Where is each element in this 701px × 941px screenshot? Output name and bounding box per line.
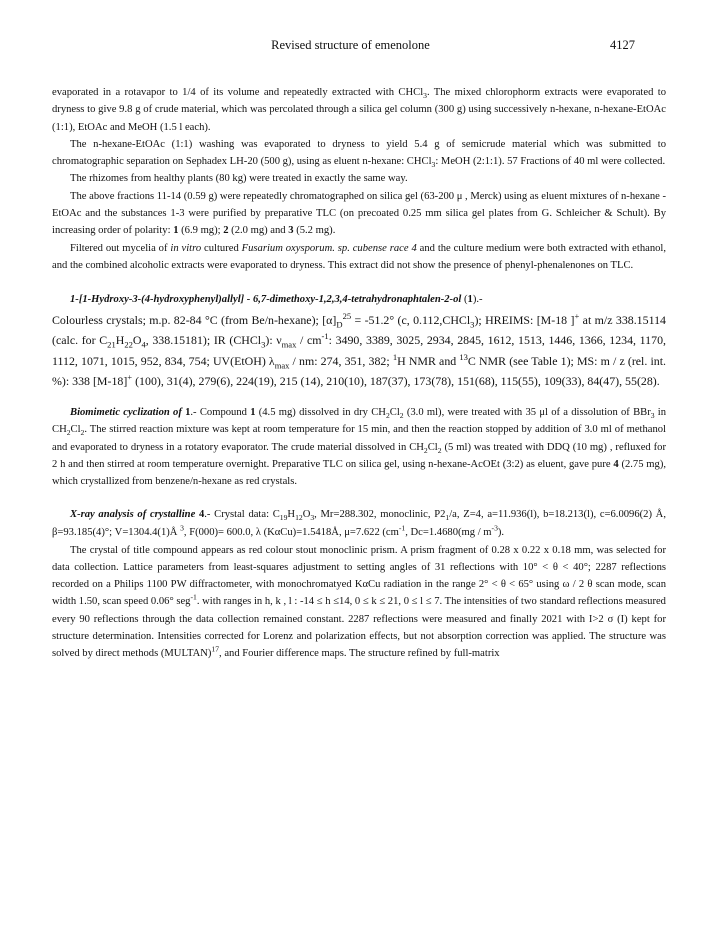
- paragraph-xray-data: X-ray analysis of crystalline 4.- Crystal data: $C_{19}H_{12}O_3$, Mr=288.302, monoclinic, $P2_1/a$, Z=4, a=11.936(l), b=18.213(l), c=6.0096(2) Å, β=93.185(4)°; V=1304.4(1)Å $^3$, F(000)= 600.0, λ (KαCu)=1.5418Å, μ=7.622 ($cm^{-1}$, $Dc=1.4680(mg / m^{-3})$.: [52, 508, 666, 538]
- compound-characterization: Colourless crystals; m.p. 82-84 °C (from Be/n-hexane); $[\alpha]_D^{25} = -51.2^\circ$ (c, 0.112,CHCl$_3$); HREIMS: [M-18 ]+ at m/z 338.15114 (calc. for $C_{21}H_{22}O_4$, 338.15181); IR (CHCl$_3$): $\nu_{max} / cm^{-1}$: 3490, 3389, 3025, 2934, 2845, 1612, 1513, 1446, 1366, 1234, 1170, 1112, 1071, 1015, 952, 834, 754; UV(EtOH) $\lambda_{max}$ / nm: 274, 351, 382; $^1$H NMR and $^{13}$C NMR (see Table 1); MS: m / z (rel. int. %): 338 [M-18]+ (100), 31(4), 279(6), 224(19), 215 (14), 210(10), 187(37), 173(78), 151(68), 115(55), 109(33), 84(47), 55(28).: [52, 311, 666, 388]
- paragraph-extraction: evaporated in a rotavapor to 1/4 of its volume and repeatedly extracted with CHCl$_3$. The mixed chlorophorm extracts were evaporated to dryness to give 9.8 g of crude material, which was percolated through a silica gel column (300 g) using successively n-hexane, n-hexane-EtOAc (1:1), EtOAc and MeOH (1.5 l each).: [52, 87, 666, 133]
- compound-heading: 1-[1-Hydroxy-3-(4-hydroxyphenyl)allyl] - 6,7-dimethoxy-1,2,3,4-tetrahydronaphtalen-2-ol (1).-: [70, 294, 483, 306]
- running-title: Revised structure of emenolone: [271, 38, 430, 52]
- page-header: [0, 38, 701, 58]
- paragraph-sephadex: The n-hexane-EtOAc (1:1) washing was evaporated to dryness to yield 5.4 g of semicrude material which was submitted to chromatographic separation on Sephadex LH-20 (500 g), using as eluent n-hexane: CHCl$_3$: MeOH (2:1:1). 57 Fractions of 40 ml were collected.: [52, 138, 666, 170]
- body-text: [52, 84, 666, 663]
- compound-name: 1-[1-Hydroxy-3-(4-hydroxyphenyl)allyl] - 6,7-dimethoxy-1,2,3,4-tetrahydronaphtalen-2-ol: [70, 294, 462, 306]
- xray-heading: X-ray analysis of crystalline: [70, 508, 196, 520]
- paragraph-mycelia: Filtered out mycelia of in vitro cultured Fusarium oxysporum. sp. cubense race 4 and the culture medium were both extracted with ethanol, and the combined alcoholic extracts were evaporated to dryness. This extract did not show the presence of phenyl-phenalenones on TLC.: [52, 242, 667, 271]
- paragraph-fractions: The above fractions 11-14 (0.59 g) were repeatedly chromatographed on silica gel (63-200 μ , Merck) using as eluent mixtures of n-hexane - EtOAc and the substances 1-3 were purified by preparative TLC (on precoated 0.25 mm silica gel plates from G. Schleicher & Schult). By increasing order of polarity: 1 (6.9 mg); 2 (2.0 mg) and 3 (5.2 mg).: [52, 190, 666, 237]
- cyclization-heading: Biomimetic cyclization: [70, 407, 170, 419]
- paragraph-rhizomes: The rhizomes from healthy plants (80 kg) were treated in exactly the same way.: [70, 173, 408, 185]
- paragraph-cyclization: Biomimetic cyclization of 1.- Compound 1 (4.5 mg) dissolved in dry $CH_2Cl_2$ (3.0 ml), were treated with 35 μl of a dissolution of BBr$_3$ in $CH_2Cl_2$. The stirred reaction mixture was kept at room temperature for 15 min, and then the reaction stopped by addition of 3.0 ml of methanol and evaporated to dryness in a rotatory evaporator. The crude material dissolved in $CH_2Cl_2$ (5 ml) was treated with DDQ (10 mg) , refluxed for 2 h and then stirred at room temperature overnight. Preparative TLC on silica gel, using n-hexane-AcOEt (3:2) as eluent, gave pure 4 (2.75 mg), which crystallized from benzene/n-hexane as red crystals.: [52, 407, 667, 488]
- paragraph-crystal-description: The crystal of title compound appears as red colour stout monoclinic prism. A prism fragment of 0.28 x 0.22 x 0.18 mm, was selected for data collection. Lattice parameters from least-squares adjustment to setting angles of 31 reflections with 10° < θ < 40°; 2287 reflections recorded on a Philips 1100 PW diffractometer, with monochromatyed KαCu radiation in the range 2° < θ < 65° using ω / 2 θ scan mode, scan width 1.50, scan speed 0.06° seg$^{-1}$. with ranges in h, k , l : -14 ≤ h ≤14, 0 ≤ k ≤ 21, 0 ≤ l ≤ 7. The intensities of two standard reflections measured every 90 reflections through the data collection remained constant. 2287 reflections were measured and finally 2021 with I>2 σ (I) kept for structure determination. Intensities corrected for Lorenz and polarization effects, but not absorption correction was applied. The structure was solved by direct methods (MULTAN)$^{17}$, and Fourier difference maps. The structure refined by full-matrix: [52, 544, 666, 660]
- page-number: 4127: [610, 38, 635, 52]
